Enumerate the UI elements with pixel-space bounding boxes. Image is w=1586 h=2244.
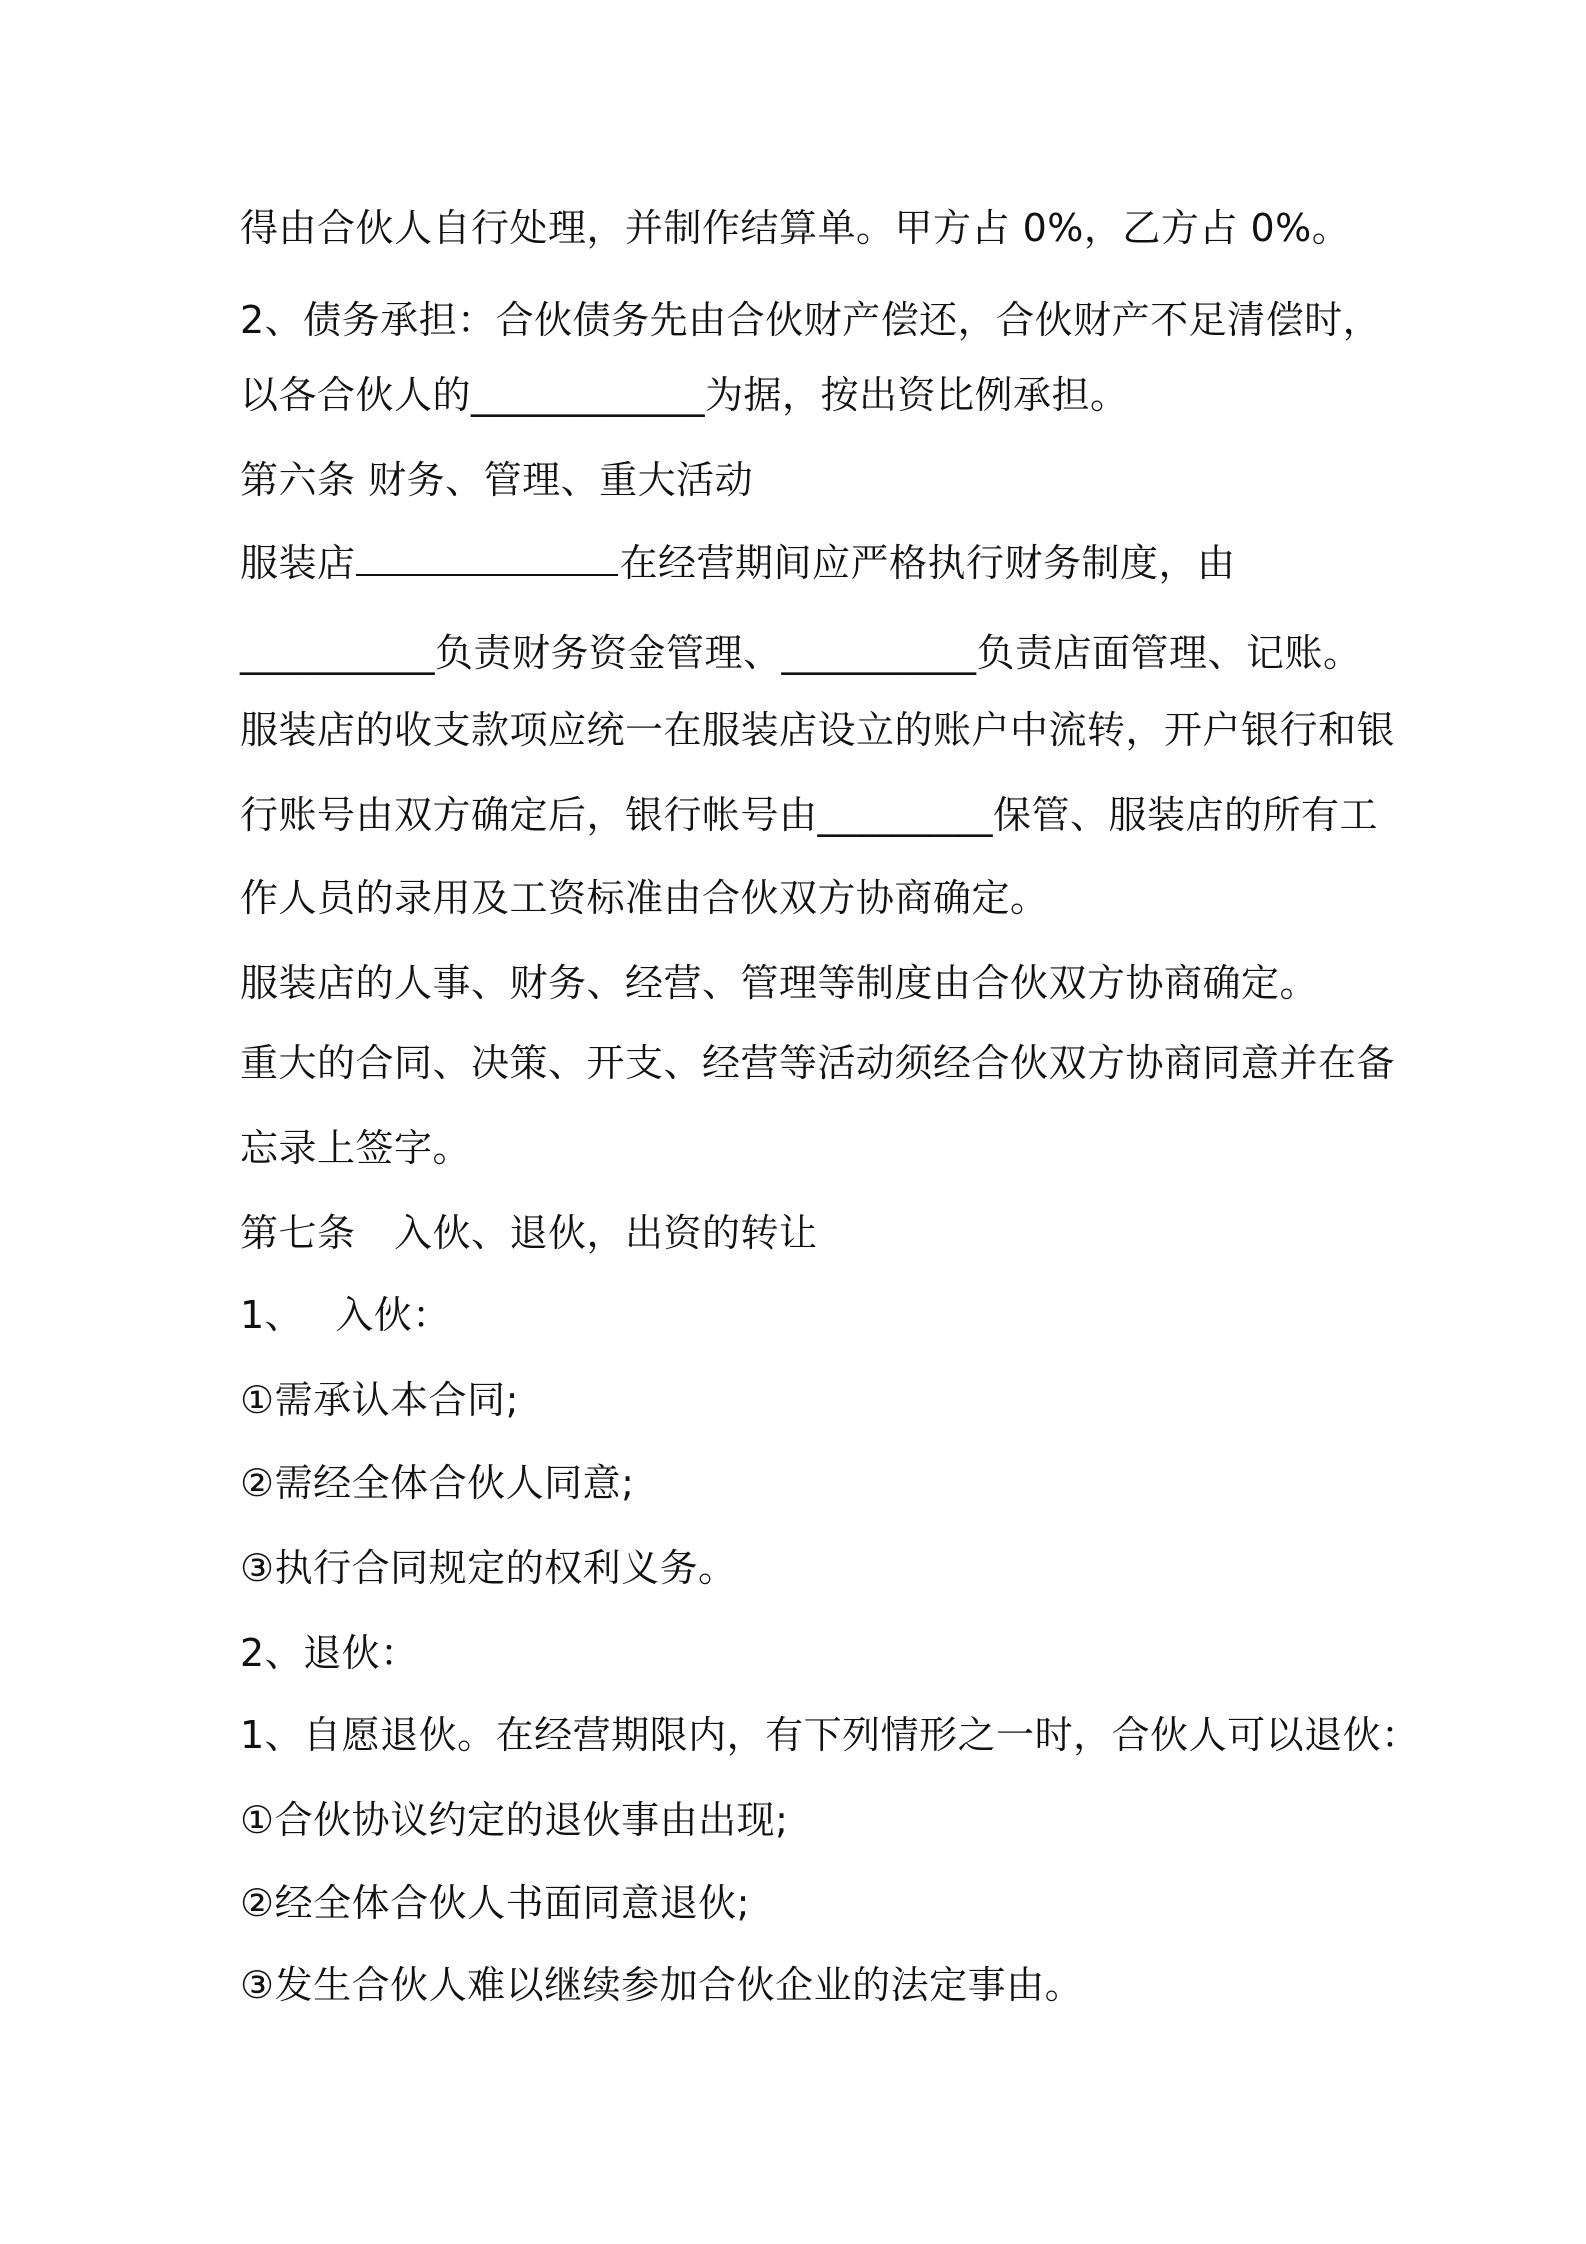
article-six-heading: 第六条 财务、管理、重大活动: [240, 458, 754, 502]
list-item-withdraw-2: ②经全体合伙人书面同意退伙;: [240, 1881, 750, 1925]
list-item-join-2: ②需经全体合伙人同意;: [240, 1461, 635, 1505]
text-line-store-finance: [240, 538, 1370, 588]
list-item-join-1: ①需承认本合同;: [240, 1378, 519, 1422]
list-item-join-3: ③执行合同规定的权利义务。: [240, 1546, 737, 1590]
text-line-accounts-2: 行账号由双方确定后，银行帐号由_________保管、服装店的所有工: [240, 793, 1379, 837]
text-line-major-1: 重大的合同、决策、开支、经营等活动须经合伙双方协商同意并在备: [240, 1041, 1396, 1085]
text-line-settlement: 得由合伙人自行处理，并制作结算单。甲方占 0%，乙方占 0%。: [240, 206, 1351, 250]
store-label: 服装店: [240, 541, 356, 585]
list-item-withdraw-3: ③发生合伙人难以继续参加合伙企业的法定事由。: [240, 1963, 1084, 2007]
text-line-debt-2: 以各合伙人的____________为据，按出资比例承担。: [240, 373, 1129, 417]
text-line-responsibilities: __________负责财务资金管理、__________负责店面管理、记账。: [240, 631, 1362, 675]
store-finance-text: 在经营期间应严格执行财务制度，由: [619, 541, 1236, 585]
list-item-withdraw-1: ①合伙协议约定的退伙事由出现;: [240, 1798, 789, 1842]
text-line-debt-1: 2、债务承担：合伙债务先由合伙财产偿还，合伙财产不足清偿时，: [240, 298, 1382, 342]
text-line-major-2: 忘录上签字。: [240, 1126, 472, 1170]
text-line-join-heading: 1、 入伙：: [240, 1293, 451, 1337]
text-line-withdraw-heading: 2、退伙：: [240, 1631, 419, 1675]
store-name-blank: [356, 538, 618, 576]
text-line-accounts-1: 服装店的收支款项应统一在服装店设立的账户中流转，开户银行和银: [240, 708, 1396, 752]
article-seven-heading: 第七条 入伙、退伙，出资的转让: [240, 1211, 818, 1255]
text-line-accounts-3: 作人员的录用及工资标准由合伙双方协商确定。: [240, 876, 1049, 920]
text-line-voluntary-withdraw: 1、自愿退伙。在经营期限内，有下列情形之一时，合伙人可以退伙：: [240, 1713, 1420, 1757]
text-line-systems: 服装店的人事、财务、经营、管理等制度由合伙双方协商确定。: [240, 961, 1319, 1005]
